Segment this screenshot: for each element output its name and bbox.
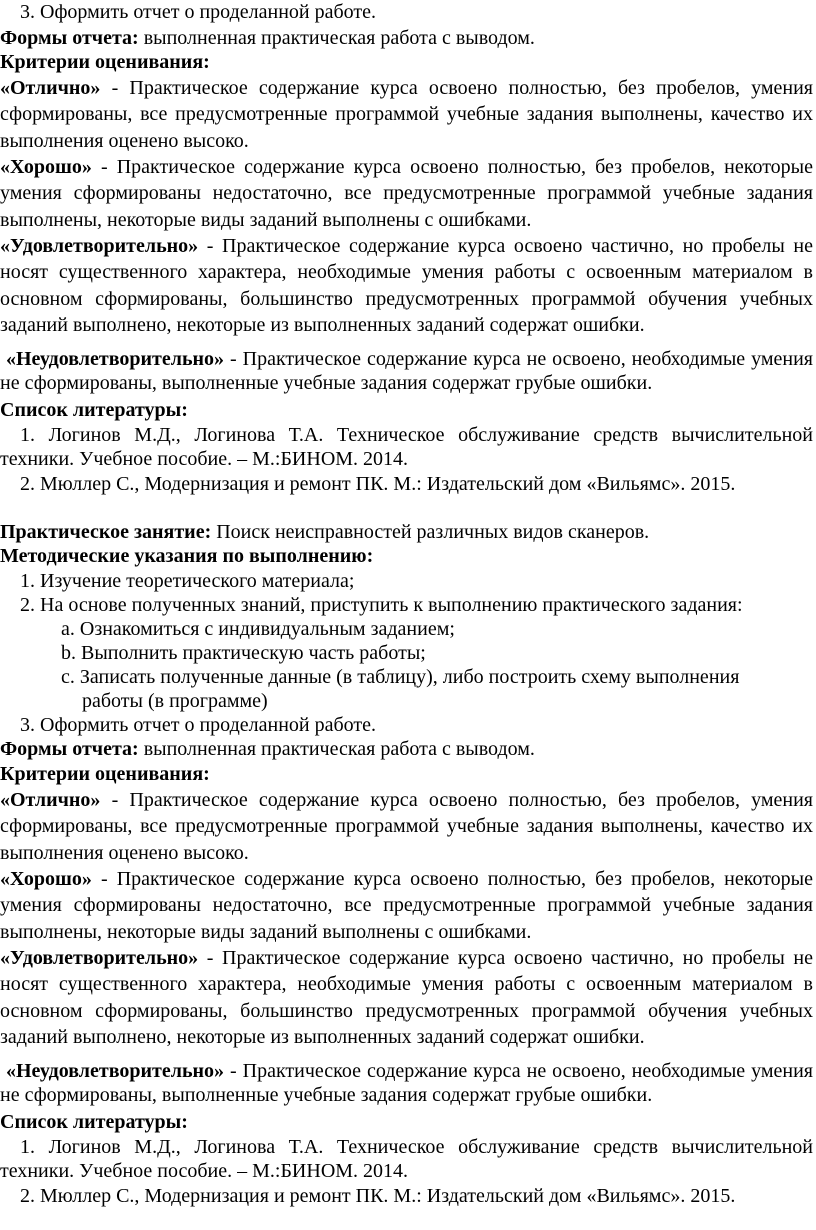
grade-satisfactory [0, 233, 813, 338]
step-3b: 3. Оформить отчет о проделанной работе. [20, 714, 377, 736]
grade-excellent-2 [0, 787, 813, 866]
grade-good-2 [0, 866, 813, 945]
report-forms-text: выполненная практическая работа с выводом. [138, 738, 535, 760]
substep-a: a. Ознакомиться с индивидуальным заданием; [61, 618, 455, 640]
grade-excellent-text: - Практическое содержание курса освоено полностью, без пробелов, умения сформированы, все предусмотренные программой учебные задания выполнены, качество их выполнения оценено высоко. [0, 789, 813, 864]
report-forms-label: Формы отчета: [0, 27, 139, 49]
practice-title [0, 520, 816, 544]
grade-good-text: - Практическое содержание курса освоено полностью, без пробелов, некоторые умения сформированы недостаточно, все предусмотренные программой учебные задания выполнены, некоторые виды заданий выполнены с ошибками. [0, 156, 813, 231]
grade-satisfactory-text: - Практическое содержание курса освоено частично, но пробелы не носят существенного характера, необходимые умения работы с освоенным материалом в основном сформированы, большинство предусмотренных программой обучения учебных заданий выполнено, некоторые из выполненных заданий содержат ошибки. [0, 235, 813, 336]
grade-unsatisfactory-2 [0, 1059, 813, 1107]
practice-text: Поиск неисправностей различных видов сканеров. [211, 521, 650, 543]
grade-satisfactory-2 [0, 945, 813, 1050]
grade-excellent-label: «Отлично» [0, 77, 101, 99]
literature-heading-2: Список литературы: [0, 1111, 188, 1133]
grade-excellent [0, 75, 813, 154]
literature-item-2-b: 2. Мюллер С., Модернизация и ремонт ПК. М.: Издательский дом «Вильямс». 2015. [20, 1185, 736, 1207]
grade-satisfactory-label: «Удовлетворительно» [0, 235, 199, 257]
step-3: 3. Оформить отчет о проделанной работе. [20, 1, 377, 23]
grade-unsatisfactory-label: «Неудовлетворительно» [5, 1060, 225, 1082]
report-forms-label: Формы отчета: [0, 738, 139, 760]
substep-c-continued: работы (в программе) [82, 690, 268, 712]
grade-unsatisfactory-label: «Неудовлетворительно» [5, 348, 225, 370]
step-1: 1. Изучение теоретического материала; [20, 570, 355, 592]
substep-c: c. Записать полученные данные (в таблицу), либо построить схему выполнения [61, 666, 740, 688]
report-forms-text: выполненная практическая работа с выводом. [138, 27, 535, 49]
grade-good [0, 154, 813, 233]
grade-satisfactory-label: «Удовлетворительно» [0, 947, 199, 969]
report-forms-2 [0, 737, 816, 761]
grade-satisfactory-text: - Практическое содержание курса освоено частично, но пробелы не носят существенного характера, необходимые умения работы с освоенным материалом в основном сформированы, большинство предусмотренных программой обучения учебных заданий выполнено, некоторые из выполненных заданий содержат ошибки. [0, 947, 813, 1048]
criteria-heading-2: Критерии оценивания: [0, 763, 210, 785]
grade-unsatisfactory-text: - Практическое содержание курса не освоено, необходимые умения не сформированы, выполненные учебные задания содержат грубые ошибки. [0, 348, 813, 394]
method-heading: Методические указания по выполнению: [0, 545, 374, 567]
step-2: 2. На основе полученных знаний, приступить к выполнению практического задания: [20, 594, 743, 616]
grade-good-label: «Хорошо» [0, 156, 92, 178]
substep-b: b. Выполнить практическую часть работы; [61, 642, 426, 664]
practice-label: Практическое занятие: [0, 521, 212, 543]
literature-item-1-b: 1. Логинов М.Д., Логинова Т.А. Техническое обслуживание средств вычислительной техники. Учебное пособие. – М.:БИНОМ. 2014. [0, 1136, 813, 1182]
grade-good-text: - Практическое содержание курса освоено полностью, без пробелов, некоторые умения сформированы недостаточно, все предусмотренные программой учебные задания выполнены, некоторые виды заданий выполнены с ошибками. [0, 868, 813, 943]
grade-excellent-label: «Отлично» [0, 789, 101, 811]
literature-item-2: 2. Мюллер С., Модернизация и ремонт ПК. М.: Издательский дом «Вильямс». 2015. [20, 473, 736, 495]
literature-item-1: 1. Логинов М.Д., Логинова Т.А. Техническое обслуживание средств вычислительной техники. Учебное пособие. – М.:БИНОМ. 2014. [0, 424, 813, 470]
grade-unsatisfactory [0, 347, 813, 395]
grade-excellent-text: - Практическое содержание курса освоено полностью, без пробелов, умения сформированы, все предусмотренные программой учебные задания выполнены, качество их выполнения оценено высоко. [0, 77, 813, 152]
criteria-heading: Критерии оценивания: [0, 51, 210, 73]
report-forms [0, 26, 816, 50]
literature-heading: Список литературы: [0, 399, 188, 421]
grade-unsatisfactory-text: - Практическое содержание курса не освоено, необходимые умения не сформированы, выполненные учебные задания содержат грубые ошибки. [0, 1060, 813, 1106]
grade-good-label: «Хорошо» [0, 868, 92, 890]
